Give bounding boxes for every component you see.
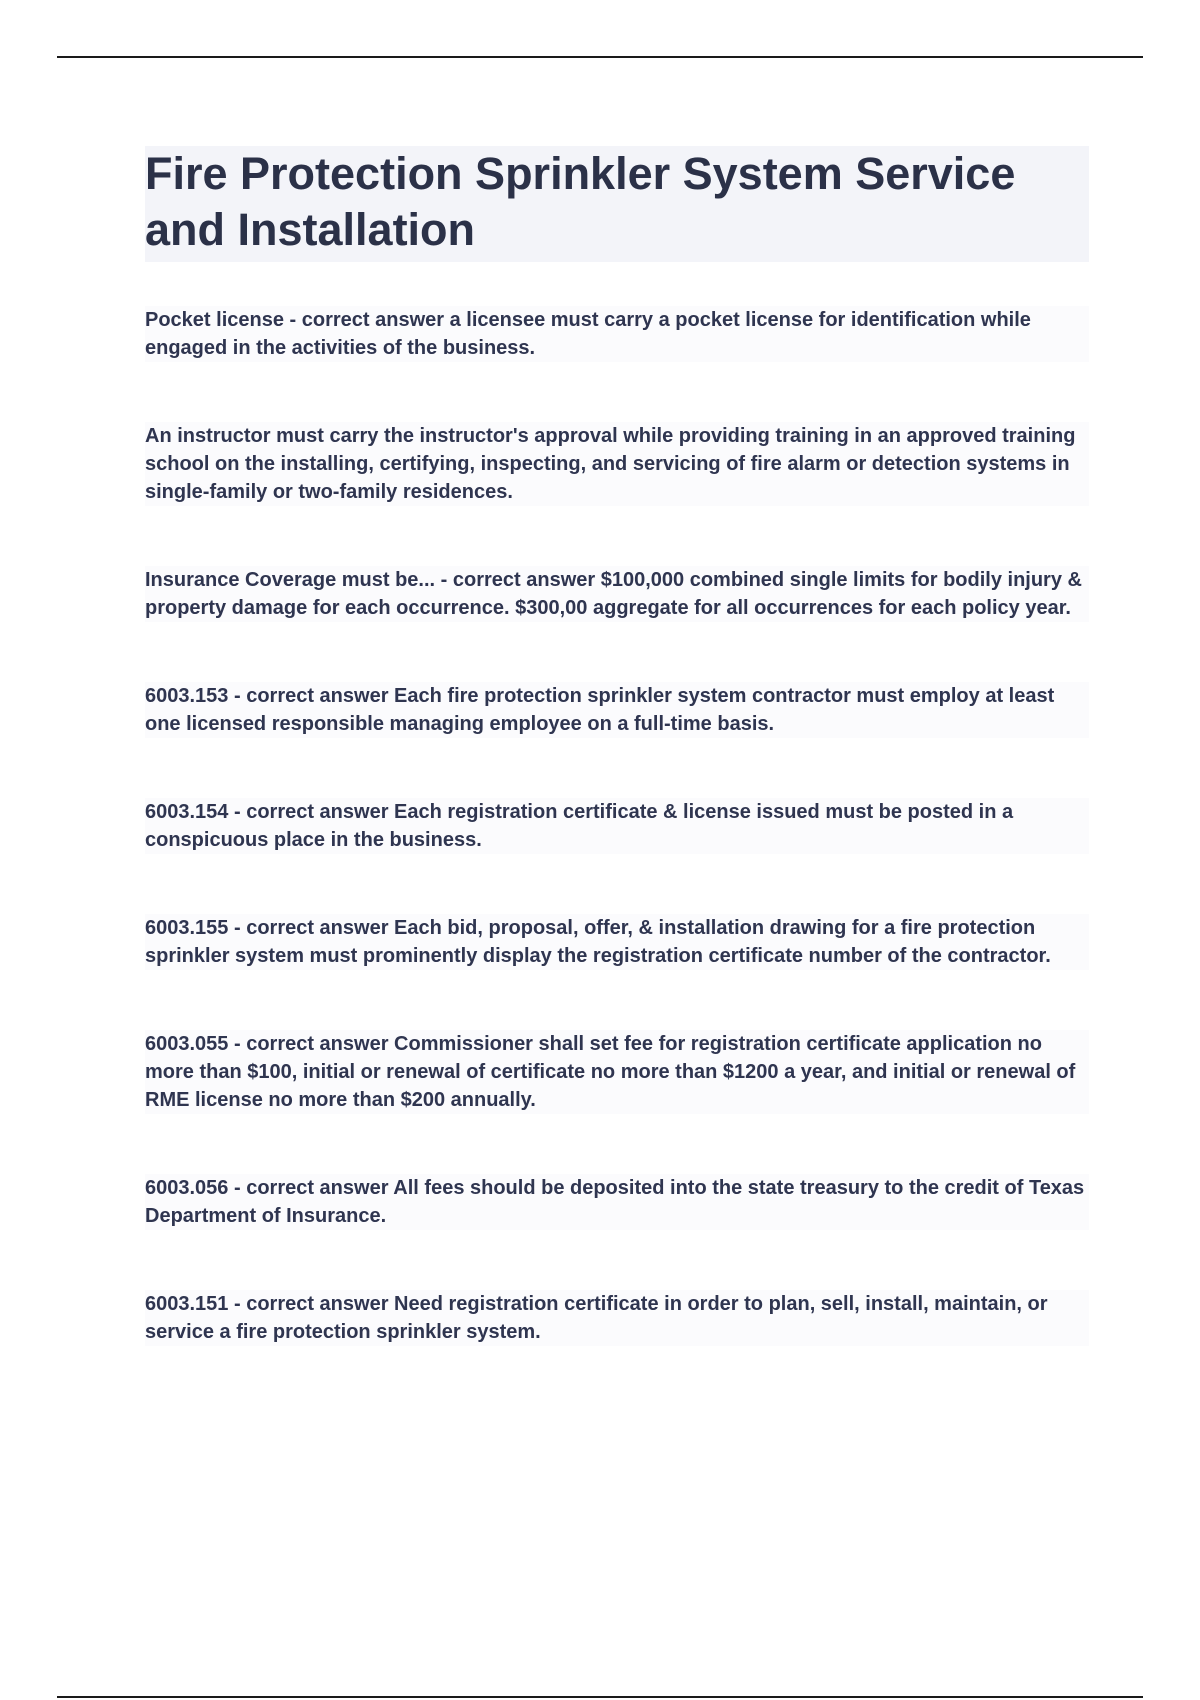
- entry-6003-056: 6003.056 - correct answer All fees should be deposited into the state treasury to the credit of Texas Department of Insurance.: [145, 1174, 1089, 1230]
- bottom-divider: [57, 1696, 1143, 1698]
- entry-6003-154: 6003.154 - correct answer Each registration certificate & license issued must be posted in a conspicuous place in the business.: [145, 798, 1089, 854]
- document-title: Fire Protection Sprinkler System Service and Installation: [145, 148, 1016, 255]
- title-block: [145, 146, 1089, 262]
- entry-instructor-approval: An instructor must carry the instructor's approval while providing training in an approved training school on the installing, certifying, inspecting, and servicing of fire alarm or detection systems in single-family or two-family residences.: [145, 422, 1089, 506]
- entry-6003-055: 6003.055 - correct answer Commissioner shall set fee for registration certificate application no more than $100, initial or renewal of certificate no more than $1200 a year, and initial or renewal of RME license no more than $200 annually.: [145, 1030, 1089, 1114]
- entry-list: [145, 306, 1089, 1346]
- entry-6003-151: 6003.151 - correct answer Need registration certificate in order to plan, sell, install, maintain, or service a fire protection sprinkler system.: [145, 1290, 1089, 1346]
- entry-6003-153: 6003.153 - correct answer Each fire protection sprinkler system contractor must employ at least one licensed responsible managing employee on a full-time basis.: [145, 682, 1089, 738]
- entry-6003-155: 6003.155 - correct answer Each bid, proposal, offer, & installation drawing for a fire protection sprinkler system must prominently display the registration certificate number of the contractor.: [145, 914, 1089, 970]
- top-divider: [57, 56, 1143, 58]
- entry-insurance-coverage: Insurance Coverage must be... - correct answer $100,000 combined single limits for bodily injury & property damage for each occurrence. $300,00 aggregate for all occurrences for each policy year.: [145, 566, 1089, 622]
- entry-pocket-license: Pocket license - correct answer a licensee must carry a pocket license for identification while engaged in the activities of the business.: [145, 306, 1089, 362]
- document-body: [145, 146, 1089, 1406]
